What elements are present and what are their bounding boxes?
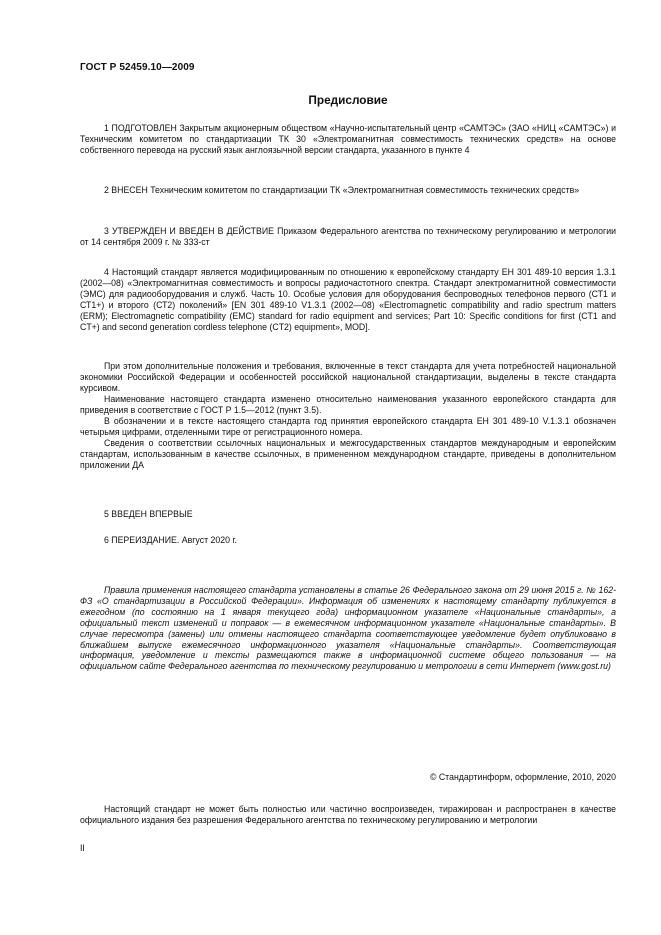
paragraph-name-changed: Наименование настоящего стандарта изменено относительно наименования указанного европейского стандарта для приведения в соответствие с ГОСТ Р 1.5—2012 (пункт 3.5). — [80, 394, 616, 415]
paragraph-4-modified: 4 Настоящий стандарт является модифицированным по отношению к европейскому стандарту ЕН 301 489-10 версия 1.3.1 (2002—08) «Электромагнитная совместимость и вопросы радиочастотного спектра. Стандарт электромагнитной совместимости (ЭМС) для радиооборудования и служб. Часть 10. Особые условия для оборудования беспроводных телефонов первого (СТ1 и СТ1+) и второго (СТ2) поколений» [EN 301 489-10 V1.3.1 (2002—08) «Electromagnetic compatibility and radio spectrum matters (ERM); Electromagnetic compatibility (EMC) standard for radio equipment and services; Part 10: Specific conditions for first (CT1 and CT+) and second generation cordless telephone (CT2) equipment», MOD]. — [80, 267, 616, 332]
copyright-line: © Стандартинформ, оформление, 2010, 2020 — [429, 772, 616, 782]
standard-code: ГОСТ Р 52459.10—2009 — [80, 62, 195, 73]
page-number: II — [80, 843, 85, 853]
paragraph-2-submitted: 2 ВНЕСЕН Техническим комитетом по стандартизации ТК «Электромагнитная совместимость технических средств» — [104, 185, 580, 195]
paragraph-references-info: Сведения о соответствии ссылочных национальных и межгосударственных стандартов международным и европейским стандартам, использованным в качестве ссылочных, в примененном международном стандарте, приведены в дополнительном приложении ДА — [80, 438, 616, 470]
reproduction-notice: Настоящий стандарт не может быть полностью или частично воспроизведен, тиражирован и распространен в качестве официального издания без разрешения Федерального агентства по техническому регулированию и метрологии — [80, 804, 616, 825]
paragraph-year-designation: В обозначении и в тексте настоящего стандарта год принятия европейского стандарта ЕН 301 489-10 V.1.3.1 обозначен четырьмя цифрами, отделенными тире от регистрационного номера. — [80, 416, 616, 437]
paragraph-1-prepared: 1 ПОДГОТОВЛЕН Закрытым акционерным обществом «Научно-испытательный центр «САМТЭС» (ЗАО «НИЦ «САМТЭС») и Техническим комитетом по стандартизации ТК 30 «Электромагнитная совместимость технических средств» на основе собственного перевода на русский язык англоязычной версии стандарта, указанного в пункте 4 — [80, 123, 616, 155]
paragraph-additional-provisions: При этом дополнительные положения и требования, включенные в текст стандарта для учета потребностей национальной экономики Российской Федерации и особенностей российской национальной стандартизации, выделены в тексте стандарта курсивом. — [80, 361, 616, 393]
page-title: Предисловие — [308, 93, 388, 107]
paragraph-5-first-introduced: 5 ВВЕДЕН ВПЕРВЫЕ — [104, 509, 193, 519]
paragraph-3-approved: 3 УТВЕРЖДЕН И ВВЕДЕН В ДЕЙСТВИЕ Приказом Федерального агентства по техническому регулированию и метрологии от 14 сентября 2009 г. № 333-ст — [80, 226, 616, 247]
paragraph-6-reissue: 6 ПЕРЕИЗДАНИЕ. Август 2020 г. — [104, 535, 237, 545]
rules-of-application-notice: Правила применения настоящего стандарта установлены в статье 26 Федерального закона от 29 июня 2015 г. № 162-ФЗ «О стандартизации в Российской Федерации». Информация об изменениях к настоящему стандарту публикуется в ежегодном (по состоянию на 1 января текущего года) информационном указателе «Национальные стандарты», а официальный текст изменений и поправок — в ежемесячном информационном указателе «Национальные стандарты». В случае пересмотра (замены) или отмены настоящего стандарта соответствующее уведомление будет опубликовано в ближайшем выпуске ежемесячного информационного указателя «Национальные стандарты». Соответствующая информация, уведомление и тексты размещаются также в информационной системе общего пользования — на официальном сайте Федерального агентства по техническому регулированию и метрологии в сети Интернет (www.gost.ru) — [80, 585, 616, 672]
